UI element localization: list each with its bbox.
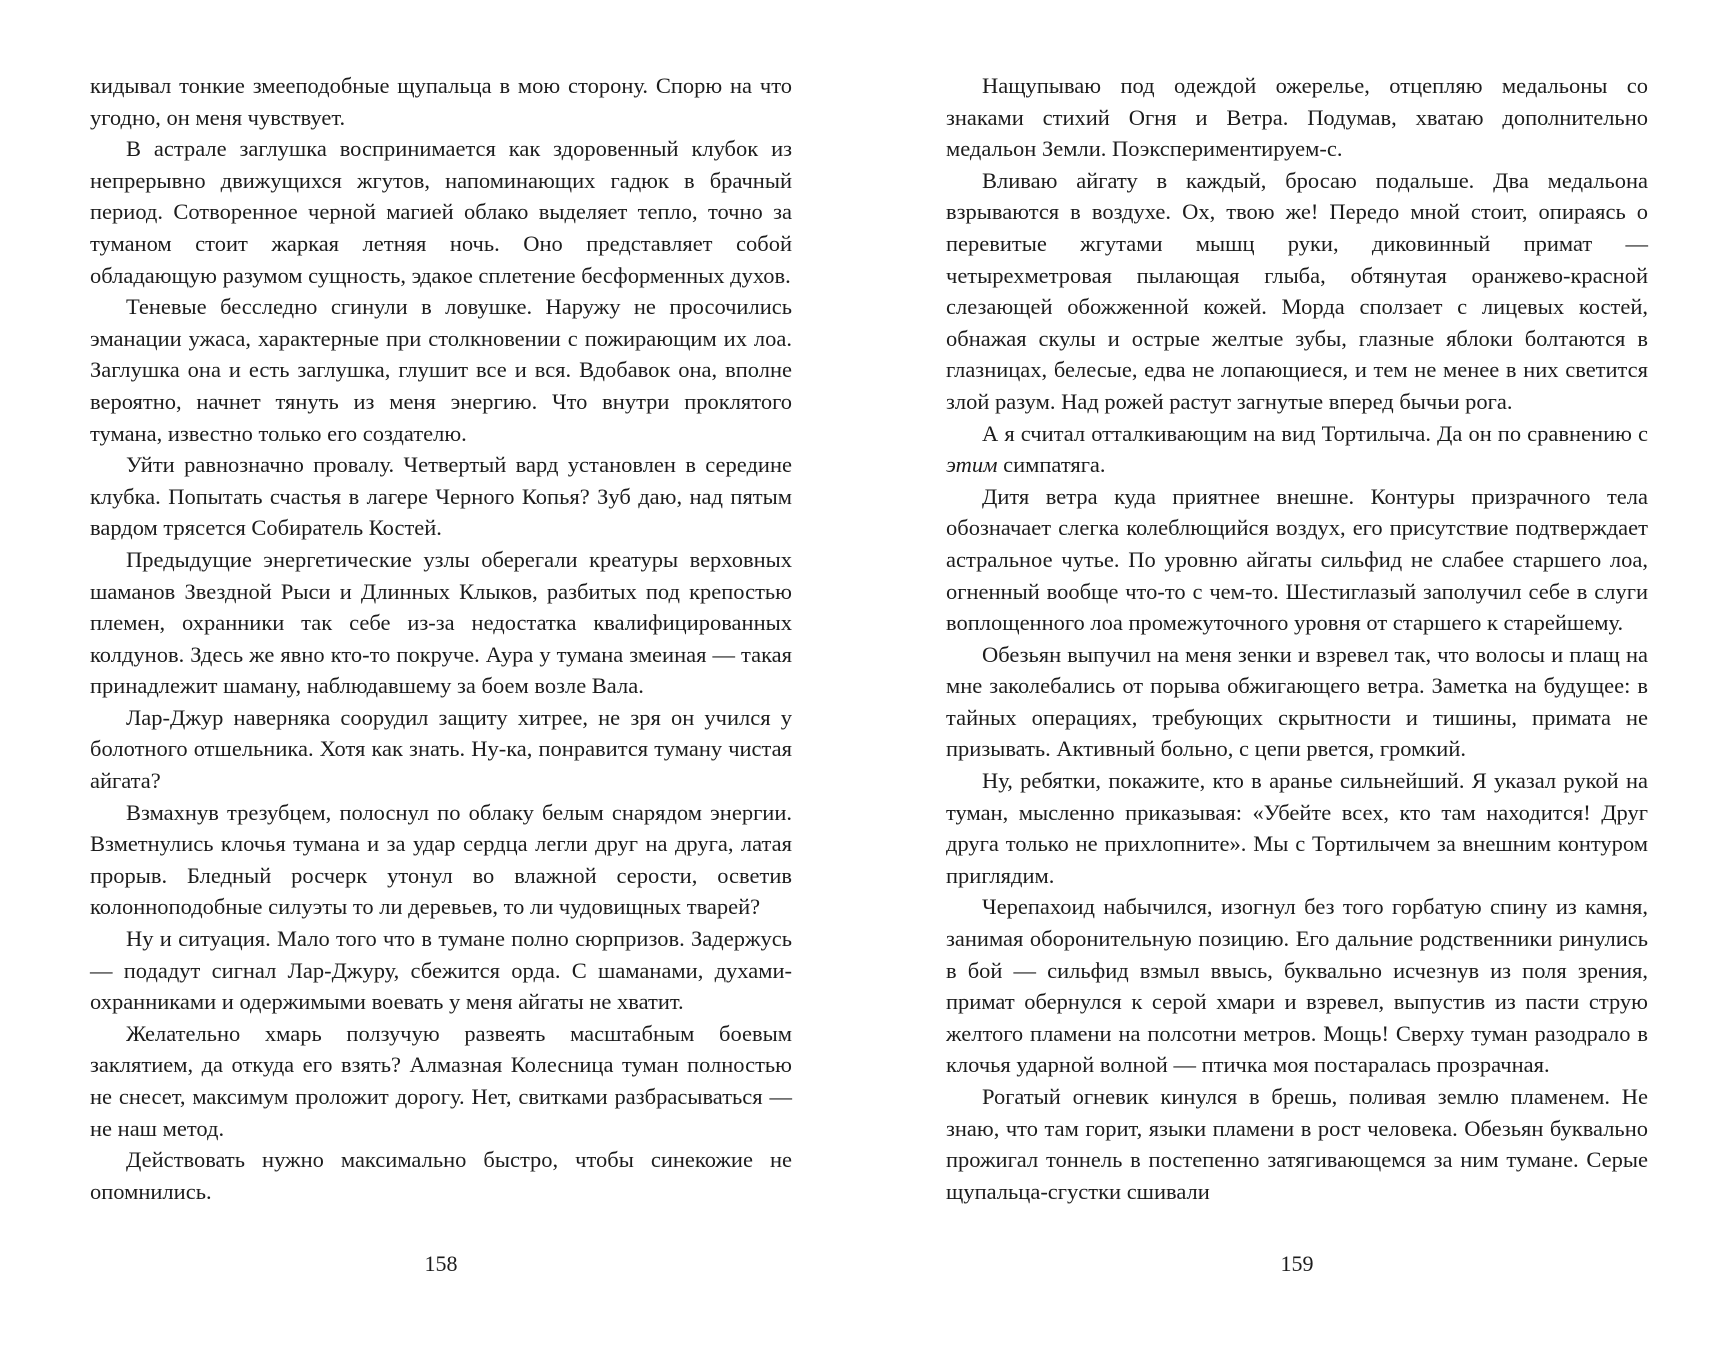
paragraph: Нащупываю под одеждой ожерелье, отцепляю медальоны со знаками стихий Огня и Ветра. Подумав, хватаю дополнительно медальон Земли. Поэкспериментируем-с.: [946, 73, 1648, 162]
paragraph: Предыдущие энергетические узлы оберегали креатуры верховных шаманов Звездной Рыси и Длинных Клыков, разбитых под крепостью племен, охранники так себе из-за недостатка квалифицированных колдунов. Здесь же явно кто-то покруче. Аура у тумана змеиная — такая принадлежит шаману, наблюдавшему за боем возле Вала.: [90, 546, 792, 699]
page-number-right: 159: [1280, 1251, 1314, 1276]
paragraph: Теневые бесследно сгинули в ловушке. Наружу не просочились эманации ужаса, характерные при столкновении с пожирающим их лоа. Заглушка она и есть заглушка, глушит все и вся. Вдобавок она, вполне вероятно, начнет тянуть из меня энергию. Что внутри проклятого тумана, известно только его создателю.: [90, 294, 792, 446]
paragraph: кидывал тонкие змееподобные щупальца в мою сторону. Спорю на что угодно, он меня чувствует.: [90, 73, 792, 130]
paragraph: Дитя ветра куда приятнее внешне. Контуры призрачного тела обозначает слегка колеблющийся воздух, его присутствие подтверждает астральное чутье. По уровню айгаты сильфид не слабее старшего лоа, огненный вообще что-то с чем-то. Шестиглазый заполучил себе в слуги воплощенного лоа промежуточного уровня от старшего к старейшему.: [946, 483, 1648, 636]
paragraph: Черепахоид набычился, изогнул без того горбатую спину из камня, занимая оборонительную позицию. Его дальние родственники ринулись в бой — сильфид взмыл ввысь, буквально исчезнув из поля зрения, примат обернулся к серой хмари и взревел, выпустив из пасти струю желтого пламени на полсотни метров. Мощь! Сверху туман разодрало в клочья ударной волной — птичка моя постаралась прозрачная.: [946, 894, 1648, 1078]
paragraph: Обезьян выпучил на меня зенки и взревел так, что волосы и плащ на мне заколебались от порыва обжигающего ветра. Заметка на будущее: в тайных операциях, требующих скрытности и тишины, примата не призывать. Активный больно, с цепи рвется, громкий.: [946, 641, 1648, 762]
paragraph: Рогатый огневик кинулся в брешь, поливая землю пламенем. Не знаю, что там горит, языки пламени в рост человека. Обезьян буквально прожигал тоннель в постепенно затягивающемся за ним тумане. Серые щупальца-сгустки сшивали: [946, 1084, 1648, 1204]
paragraph: Вливаю айгату в каждый, бросаю подальше. Два медальона взрываются в воздухе. Ох, твою же! Передо мной стоит, опираясь о перевитые жгутами мышц руки, диковинный примат — четырехметровая пылающая глыба, обтянутая оранжево-красной слезающей обожженной кожей. Морда сползает с лицевых костей, обнажая скулы и острые желтые зубы, глазные яблоки болтаются в глазницах, белесые, едва не лопающиеся, и тем не менее в них светится злой разум. Над рожей растут загнутые вперед бычьи рога.: [946, 167, 1648, 414]
paragraph: В астрале заглушка воспринимается как здоровенный клубок из непрерывно движущихся жгутов, напоминающих гадюк в брачный период. Сотворенное черной магией облако выделяет тепло, точно за туманом стоит жаркая летняя ночь. Оно представляет собой обладающую разумом сущность, эдакое сплетение бесформенных духов.: [90, 136, 792, 288]
left-page-text: [90, 70, 792, 1207]
paragraph: Ну и ситуация. Мало того что в тумане полно сюрпризов. Задержусь — подадут сигнал Лар-Джуру, сбежится орда. С шаманами, духами-охранниками и одержимыми воевать у меня айгаты не хватит.: [90, 926, 792, 1015]
paragraph: Уйти равнозначно провалу. Четвертый вард установлен в середине клубка. Попытать счастья в лагере Черного Копья? Зуб даю, над пятым вардом трясется Собиратель Костей.: [90, 452, 792, 541]
right-page-text: [946, 70, 1648, 1207]
paragraph: Желательно хмарь ползучую развеять масштабным боевым заклятием, да откуда его взять? Алмазная Колесница туман полностью не снесет, максимум проложит дорогу. Нет, свитками разбрасываться — не наш метод.: [90, 1020, 792, 1141]
paragraph: Действовать нужно максимально быстро, чтобы синекожие не опомнились.: [90, 1147, 792, 1204]
paragraph: Ну, ребятки, покажите, кто в аранье сильнейший. Я указал рукой на туман, мысленно приказывая: «Убейте всех, кто там находится! Друг друга только не прихлопните». Мы с Тортилычем за внешним контуром приглядим.: [946, 768, 1648, 888]
paragraph: Взмахнув трезубцем, полоснул по облаку белым снарядом энергии. Взметнулись клочья тумана и за удар сердца легли друг на друга, латая прорыв. Бледный росчерк утонул во влажной серости, осветив колонноподобные силуэты то ли деревьев, то ли чудовищных тварей?: [90, 799, 792, 920]
paragraph: А я считал отталкивающим на вид Тортилыча. Да он по сравнению с этим симпатяга.: [946, 420, 1648, 478]
paragraph: Лар-Джур наверняка соорудил защиту хитрее, не зря он учился у болотного отшельника. Хотя как знать. Ну-ка, понравится туману чистая айгата?: [90, 704, 792, 794]
emphasis: этим: [946, 452, 998, 478]
page-number-left: 158: [424, 1251, 458, 1276]
